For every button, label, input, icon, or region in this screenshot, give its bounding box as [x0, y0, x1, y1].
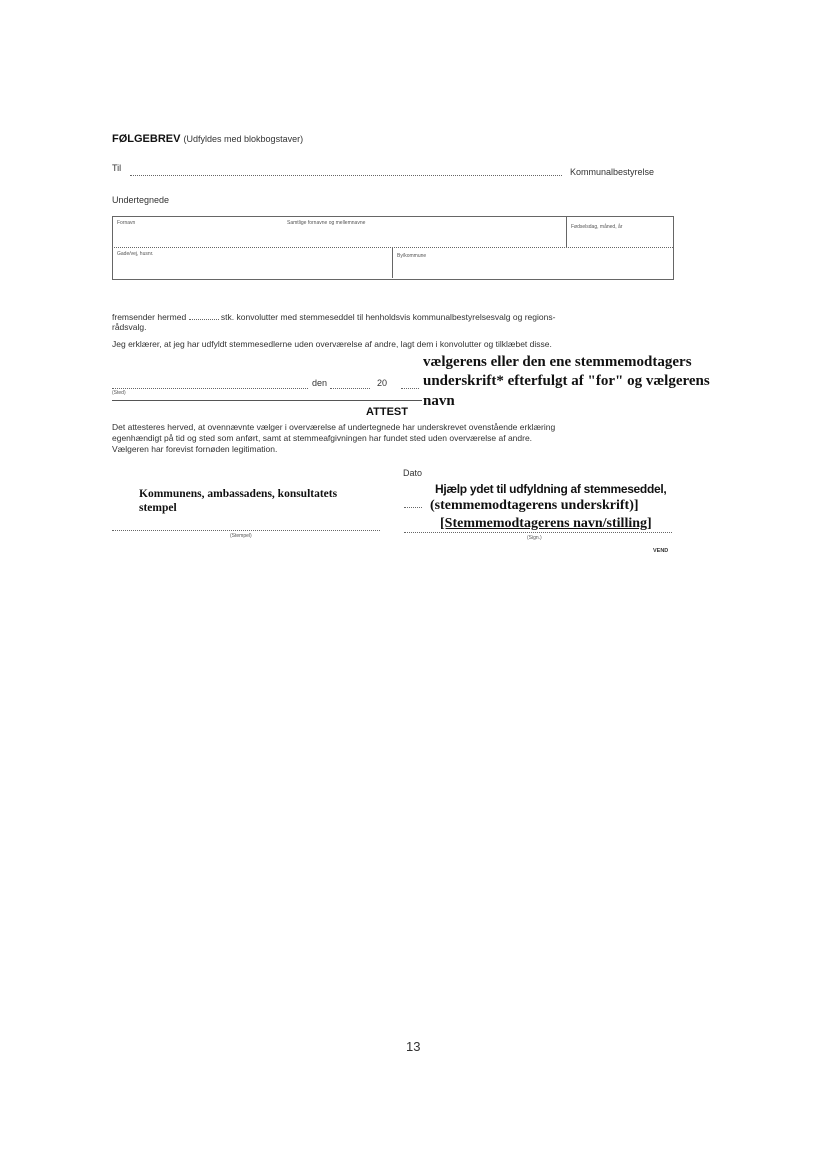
konvolut-count-field[interactable] — [189, 311, 219, 320]
attest-heading: ATTEST — [366, 406, 408, 418]
til-label: Til — [112, 163, 122, 173]
fremsender-prefix: fremsender hermed — [112, 312, 187, 322]
table-col-divider-1 — [566, 216, 567, 247]
sign-caption: (Sign.) — [527, 535, 542, 541]
erklaering-text: Jeg erklærer, at jeg har udfyldt stemmesedlerne uden overværelse af andre, lagt dem i konvolutter og tilklæbet disse. — [112, 339, 552, 349]
stamp-line-2: stempel — [139, 502, 177, 514]
foedselsdag-cell-label: Fødselsdag, måned, år — [571, 224, 623, 230]
handwritten-line-2: underskrift* efterfulgt af "for" og vælgerens — [423, 373, 710, 389]
stamp-field[interactable] — [112, 530, 380, 531]
undertegnede-label: Undertegnede — [112, 195, 170, 205]
den-label: den — [312, 378, 328, 388]
stamp-line-1: Kommunens, ambassadens, konsultatets — [139, 488, 338, 500]
sted-field[interactable] — [112, 388, 308, 389]
help-line-3: [Stemmemodtagerens navn/stilling] — [440, 516, 652, 531]
page-number: 13 — [406, 1039, 421, 1054]
date-field[interactable] — [330, 388, 370, 389]
stempel-caption: (Stempel) — [230, 533, 252, 539]
fremsender-line-2: rådsvalg. — [112, 322, 147, 332]
sign-field[interactable] — [404, 532, 672, 533]
til-field[interactable] — [130, 175, 562, 176]
year-field[interactable] — [401, 388, 419, 389]
handwritten-line-3: navn — [423, 393, 455, 409]
help-line-2: (stemmemodtagerens underskrift)] — [430, 498, 639, 513]
help-line-1: Hjælp ydet til udfyldning af stemmeseddel, — [435, 482, 667, 496]
samtlige-cell-label: Samtlige fornavne og mellemnavne — [287, 220, 366, 226]
fremsender-line — [112, 311, 555, 323]
attest-line-1: Det attesteres herved, at ovennævnte vælger i overværelse af undertegnede har underskrevet ovenstående erklæring — [112, 422, 556, 432]
bykommune-cell-label: By/kommune — [397, 253, 427, 259]
table-col-divider-2 — [392, 247, 393, 278]
form-title: FØLGEBREV — [112, 133, 181, 145]
handwritten-line-1: vælgerens eller den ene stemmemodtagers — [423, 354, 692, 370]
help-dash — [404, 507, 422, 508]
year-prefix: 20 — [377, 378, 388, 388]
attest-line-3: Vælgeren har forevist fornøden legitimation. — [112, 444, 278, 454]
sted-caption: (Sted) — [112, 390, 126, 396]
gadevej-cell-label: Gade/vej, husnr. — [117, 251, 154, 257]
kommunalbestyrelse-label: Kommunalbestyrelse — [570, 167, 655, 177]
vend-label: VEND — [653, 548, 669, 554]
form-title-row — [112, 133, 303, 145]
dato-label: Dato — [403, 468, 423, 478]
form-subtitle: (Udfyldes med blokbogstaver) — [183, 134, 304, 144]
attest-line-2: egenhændigt på tid og sted som anført, samt at stemmeafgivningen har fundet sted uden overværelse af andre. — [112, 433, 533, 443]
fremsender-mid: stk. konvolutter med stemmeseddel til henholdsvis kommunalbestyrelsesvalg og regions- — [220, 312, 556, 322]
signature-line[interactable] — [112, 400, 422, 401]
fornavn-cell-label: Fornavn — [117, 220, 136, 226]
